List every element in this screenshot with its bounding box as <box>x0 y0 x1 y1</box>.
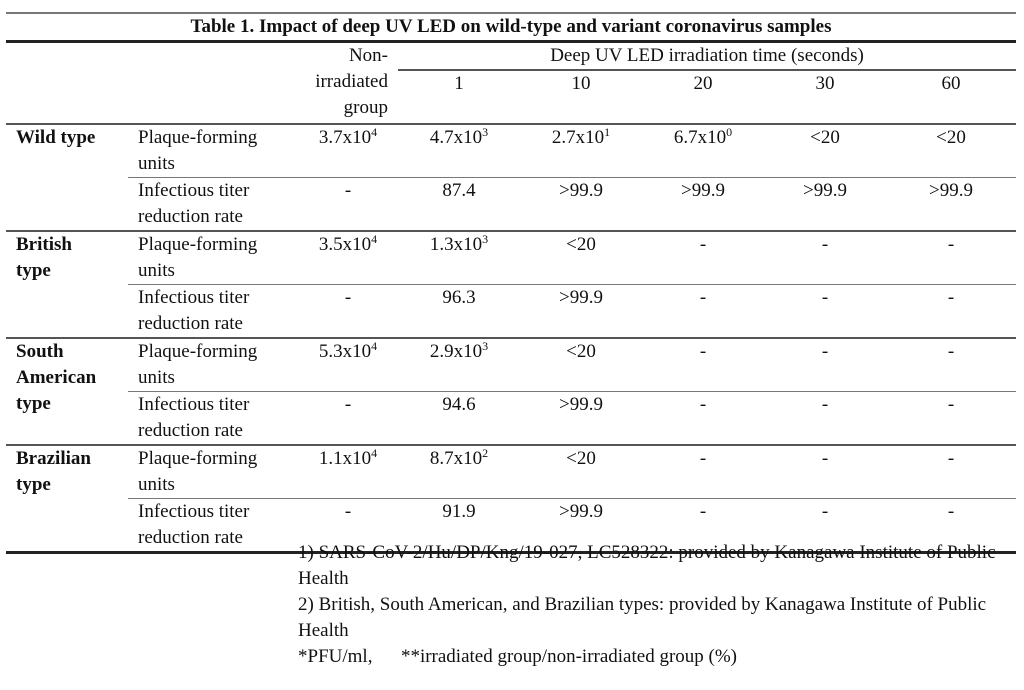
cell-line: units <box>138 260 175 281</box>
value-mantissa: 8.7x10 <box>429 448 483 469</box>
value-mantissa: 3.7x10 <box>318 127 372 148</box>
value-mantissa: - <box>699 501 707 522</box>
cell-line: units <box>138 367 175 388</box>
cell-value <box>642 231 764 285</box>
value-exponent: 1 <box>604 125 611 139</box>
cell-line: Plaque-forming <box>138 127 258 148</box>
cell-non-irradiated <box>298 338 398 392</box>
cell-line: Plaque-forming <box>138 341 258 362</box>
cell-line: Infectious titer <box>138 501 250 522</box>
cell-value <box>886 231 1016 285</box>
value-mantissa: - <box>699 448 707 469</box>
value-mantissa: - <box>821 501 829 522</box>
value-mantissa: 94.6 <box>442 394 476 415</box>
row-label <box>128 285 298 339</box>
row-label <box>128 124 298 178</box>
cell-line: irradiated <box>315 71 388 92</box>
value-mantissa: 2.7x10 <box>551 127 605 148</box>
row-label <box>128 499 298 552</box>
value-mantissa: - <box>947 287 955 308</box>
header-empty <box>6 43 298 124</box>
value-exponent: 3 <box>482 339 489 353</box>
group-name <box>6 124 128 231</box>
cell-value <box>520 338 642 392</box>
header-row <box>6 43 1016 70</box>
value-mantissa: 96.3 <box>442 287 476 308</box>
table-body <box>6 124 1016 551</box>
cell-line: reduction rate <box>138 313 243 334</box>
value-exponent: 4 <box>371 125 378 139</box>
cell-line: type <box>16 260 51 281</box>
cell-value <box>764 231 886 285</box>
cell-non-irradiated <box>298 392 398 446</box>
value-mantissa: 91.9 <box>442 501 476 522</box>
cell-line: American <box>16 367 97 388</box>
value-mantissa: >99.9 <box>929 180 973 201</box>
value-exponent: 4 <box>371 232 378 246</box>
cell-value <box>642 445 764 499</box>
cell-value <box>886 392 1016 446</box>
header-irradiation-time: Deep UV LED irradiation time (seconds) <box>398 43 1016 70</box>
header-time: 1 <box>454 73 464 94</box>
cell-value <box>642 178 764 232</box>
table-title: Table 1. Impact of deep UV LED on wild-type and variant coronavirus samples <box>6 12 1016 43</box>
value-mantissa: 1.1x10 <box>318 448 372 469</box>
cell-value <box>520 124 642 178</box>
cell-value <box>520 285 642 339</box>
value-exponent: 0 <box>726 125 733 139</box>
row-label <box>128 231 298 285</box>
value-mantissa: <20 <box>566 234 596 255</box>
cell-value <box>520 231 642 285</box>
value-mantissa: - <box>699 287 707 308</box>
value-exponent: 4 <box>371 339 378 353</box>
footnote-2: 2) British, South American, and Brazilian types: provided by Kanagawa Institute of Public Health <box>298 594 987 641</box>
value-mantissa: - <box>344 287 352 308</box>
table-row <box>6 392 1016 446</box>
cell-value <box>398 231 520 285</box>
value-mantissa: 3.5x10 <box>318 234 372 255</box>
value-mantissa: - <box>821 394 829 415</box>
value-mantissa: 4.7x10 <box>429 127 483 148</box>
value-mantissa: - <box>947 341 955 362</box>
cell-non-irradiated <box>298 124 398 178</box>
value-mantissa: - <box>821 234 829 255</box>
group-name <box>6 445 128 551</box>
value-mantissa: - <box>821 448 829 469</box>
cell-line: reduction rate <box>138 420 243 441</box>
value-mantissa: <20 <box>566 448 596 469</box>
value-mantissa: - <box>947 501 955 522</box>
cell-line: reduction rate <box>138 527 243 548</box>
cell-value <box>764 338 886 392</box>
value-mantissa: - <box>344 180 352 201</box>
header-time: 30 <box>815 73 835 94</box>
cell-value <box>398 392 520 446</box>
cell-line: group <box>343 97 388 118</box>
cell-line: Plaque-forming <box>138 448 258 469</box>
cell-value <box>886 445 1016 499</box>
cell-line: type <box>16 393 51 414</box>
cell-value <box>764 178 886 232</box>
row-label <box>128 338 298 392</box>
cell-line: Plaque-forming <box>138 234 258 255</box>
header-time: 60 <box>941 73 961 94</box>
value-mantissa: 6.7x10 <box>673 127 727 148</box>
table-container <box>6 12 1016 554</box>
cell-line: Infectious titer <box>138 287 250 308</box>
cell-line: units <box>138 474 175 495</box>
cell-value <box>886 124 1016 178</box>
row-label <box>128 178 298 232</box>
value-mantissa: - <box>344 394 352 415</box>
value-mantissa: 87.4 <box>442 180 476 201</box>
table-row <box>6 338 1016 392</box>
table-row <box>6 285 1016 339</box>
value-mantissa: >99.9 <box>559 394 603 415</box>
cell-value <box>764 285 886 339</box>
cell-value <box>764 445 886 499</box>
cell-value <box>398 445 520 499</box>
value-mantissa: - <box>947 448 955 469</box>
value-mantissa: - <box>947 394 955 415</box>
cell-value <box>398 178 520 232</box>
value-mantissa: 5.3x10 <box>318 341 372 362</box>
value-mantissa: - <box>699 234 707 255</box>
cell-line: reduction rate <box>138 206 243 227</box>
value-mantissa: - <box>821 341 829 362</box>
cell-value <box>642 338 764 392</box>
value-mantissa: - <box>821 287 829 308</box>
cell-value <box>642 124 764 178</box>
value-exponent: 2 <box>482 446 489 460</box>
cell-non-irradiated <box>298 285 398 339</box>
cell-value <box>520 392 642 446</box>
cell-value <box>764 392 886 446</box>
value-mantissa: - <box>699 341 707 362</box>
cell-value <box>764 124 886 178</box>
cell-value <box>520 445 642 499</box>
footnotes <box>298 540 1013 670</box>
cell-value <box>642 285 764 339</box>
value-mantissa: - <box>344 501 352 522</box>
value-exponent: 3 <box>482 125 489 139</box>
table-header <box>6 43 1016 124</box>
data-table <box>6 43 1016 551</box>
value-mantissa: <20 <box>566 341 596 362</box>
cell-non-irradiated <box>298 178 398 232</box>
row-label <box>128 392 298 446</box>
value-mantissa: >99.9 <box>559 501 603 522</box>
group-name <box>6 338 128 445</box>
row-label <box>128 445 298 499</box>
cell-non-irradiated <box>298 231 398 285</box>
cell-non-irradiated <box>298 445 398 499</box>
cell-line: units <box>138 153 175 174</box>
value-mantissa: >99.9 <box>559 287 603 308</box>
value-mantissa: >99.9 <box>803 180 847 201</box>
value-mantissa: - <box>699 394 707 415</box>
cell-value <box>398 285 520 339</box>
header-time: 10 <box>571 73 591 94</box>
value-mantissa: <20 <box>936 127 966 148</box>
value-mantissa: - <box>947 234 955 255</box>
cell-line: Brazilian <box>16 448 91 469</box>
cell-line: Non- <box>348 45 388 66</box>
cell-line: British <box>16 234 72 255</box>
cell-line: Infectious titer <box>138 180 250 201</box>
table-row <box>6 178 1016 232</box>
value-mantissa: >99.9 <box>559 180 603 201</box>
cell-value <box>642 392 764 446</box>
table-row <box>6 124 1016 178</box>
header-time: 20 <box>693 73 713 94</box>
cell-value <box>886 178 1016 232</box>
cell-line: Infectious titer <box>138 394 250 415</box>
group-name <box>6 231 128 338</box>
cell-value <box>520 178 642 232</box>
value-mantissa: 2.9x10 <box>429 341 483 362</box>
value-mantissa: <20 <box>810 127 840 148</box>
header-non-irradiated <box>298 43 398 124</box>
cell-line: type <box>16 474 51 495</box>
value-mantissa: 1.3x10 <box>429 234 483 255</box>
cell-line: Wild type <box>16 127 96 148</box>
table-row <box>6 445 1016 499</box>
table-row <box>6 231 1016 285</box>
value-exponent: 3 <box>482 232 489 246</box>
footnote-3: *PFU/ml, **irradiated group/non-irradiated group (%) <box>298 646 738 667</box>
cell-line: South <box>16 341 64 362</box>
cell-value <box>398 338 520 392</box>
value-mantissa: >99.9 <box>681 180 725 201</box>
cell-value <box>886 338 1016 392</box>
cell-value <box>886 285 1016 339</box>
footnote-1: 1) SARS-CoV-2/Hu/DP/Kng/19-027, LC528322: provided by Kanagawa Institute of Public Health <box>298 542 996 589</box>
cell-value <box>398 124 520 178</box>
value-exponent: 4 <box>371 446 378 460</box>
